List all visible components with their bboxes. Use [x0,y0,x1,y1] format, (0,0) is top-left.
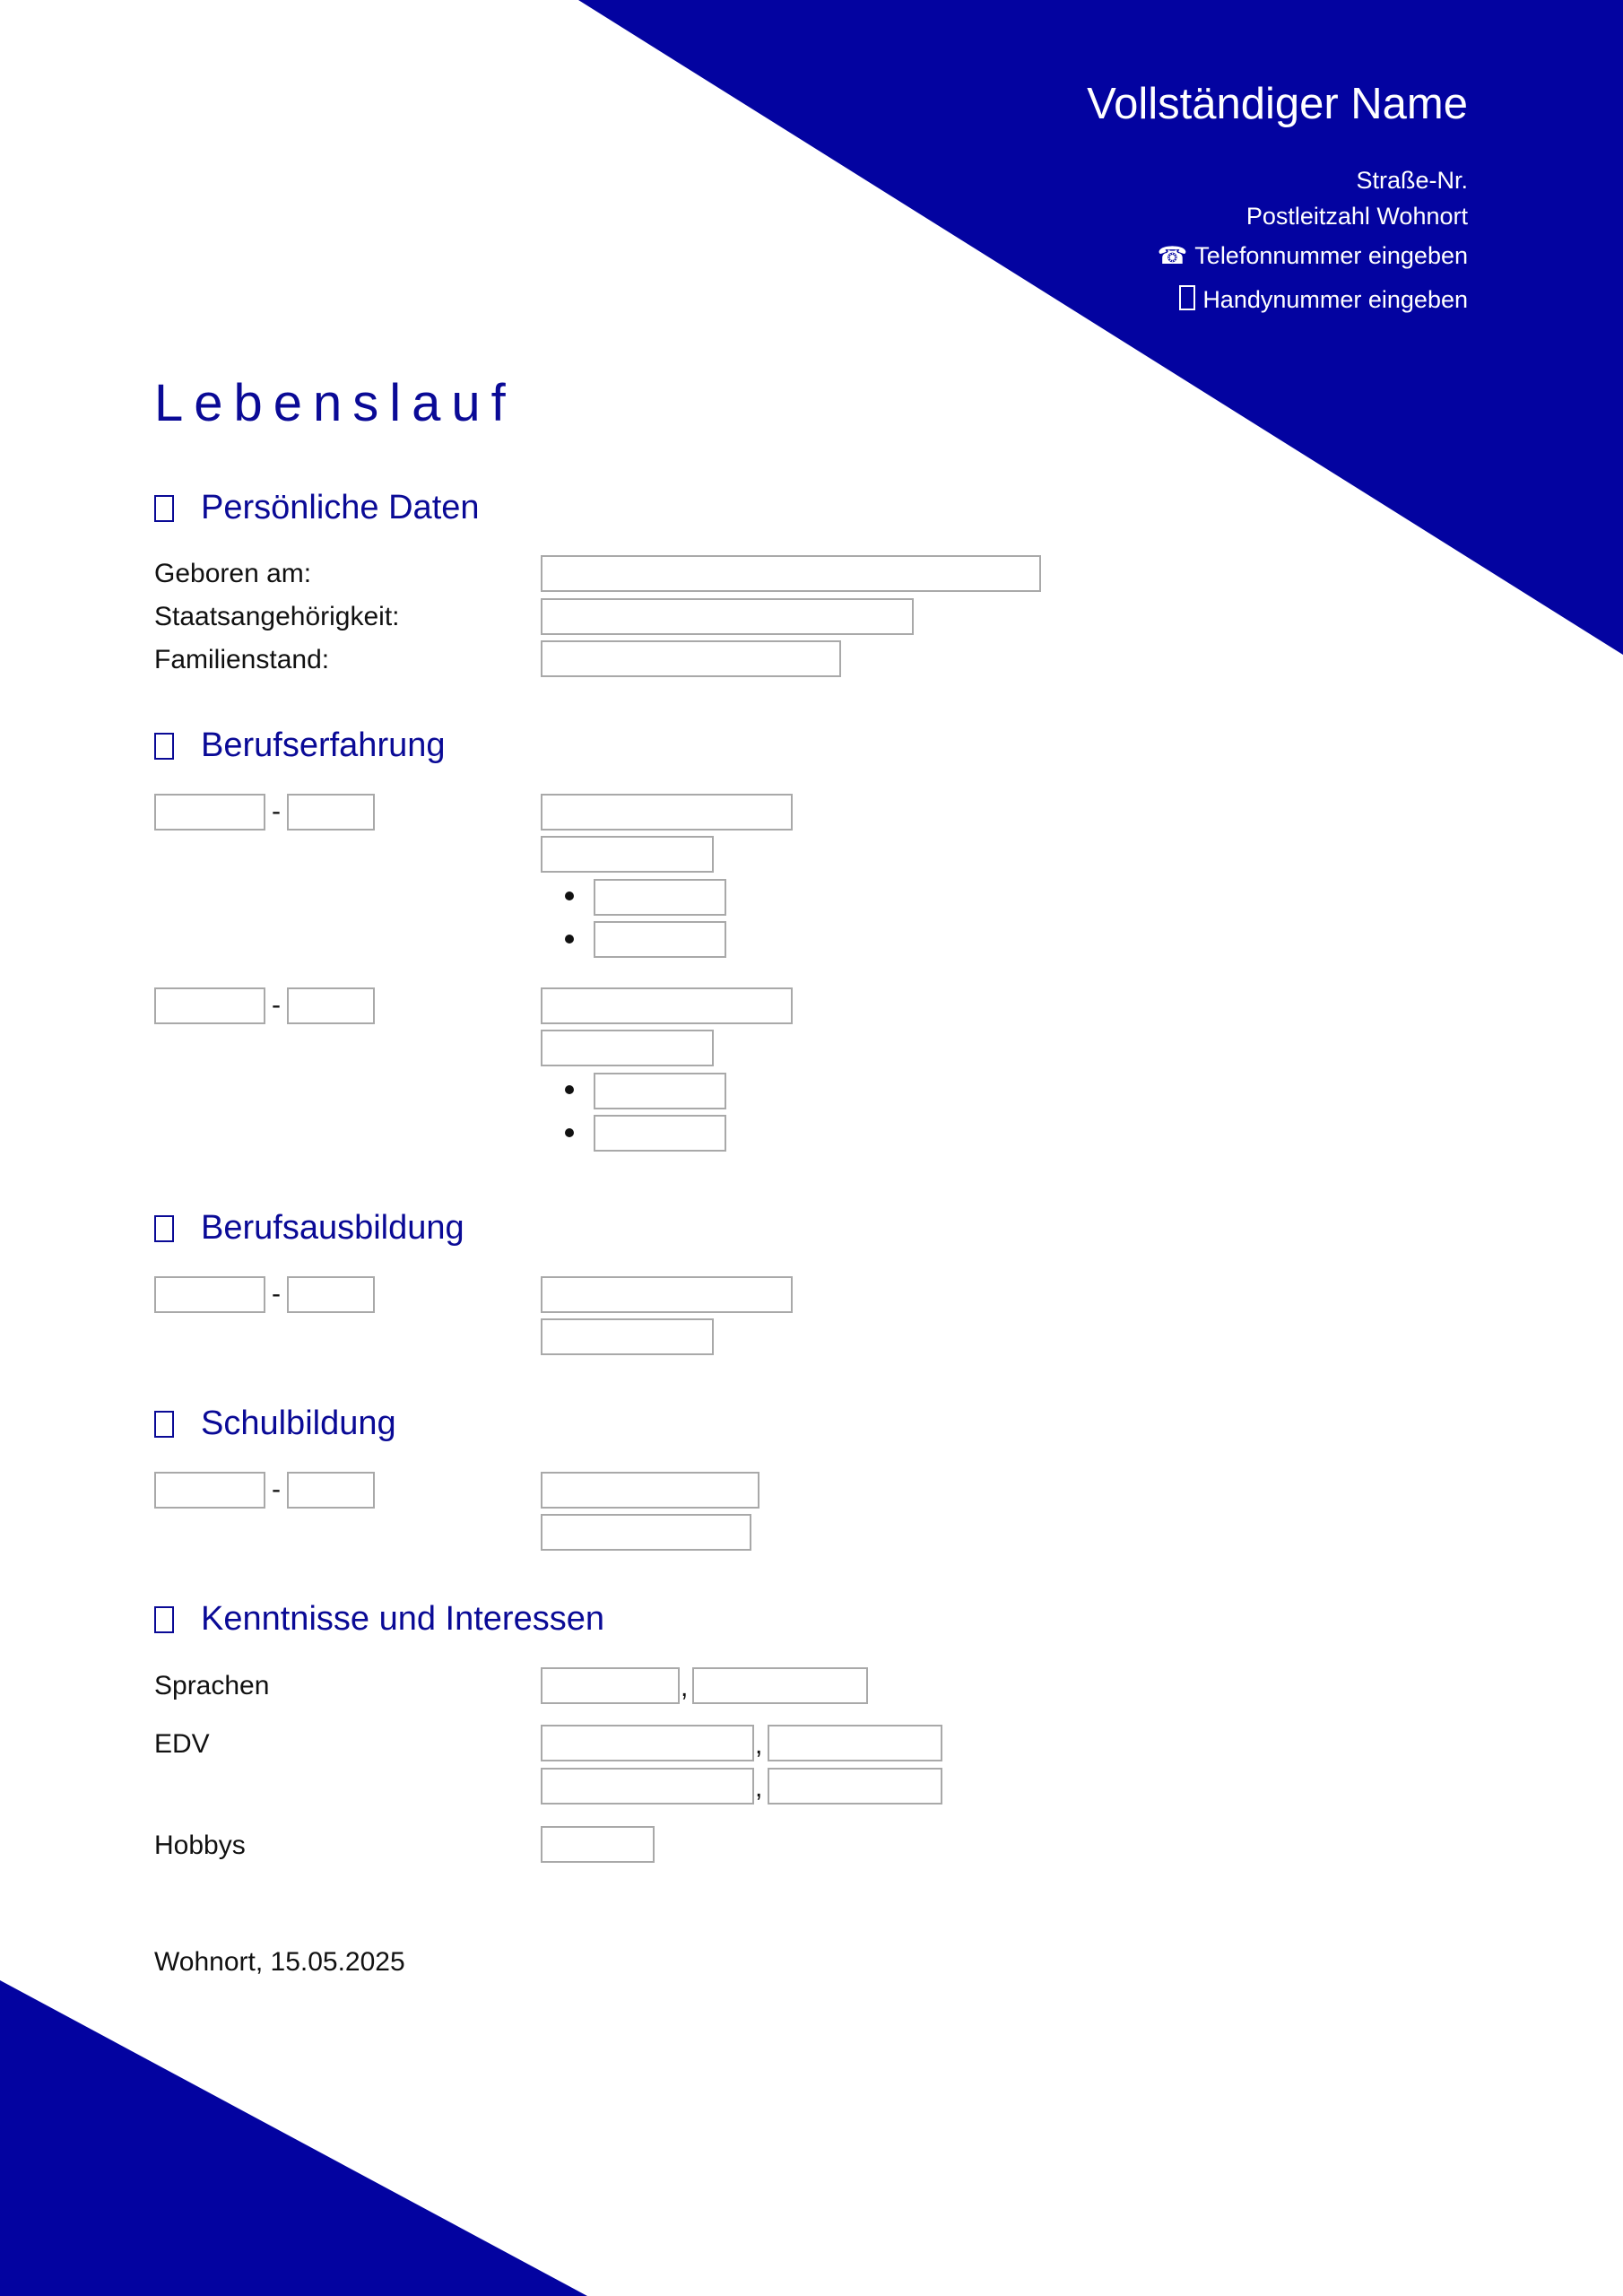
date-separator: - [272,990,281,1020]
school-name-field[interactable] [541,1514,751,1551]
label-marital-status: Familienstand: [154,645,330,674]
experience-1-task-2-field[interactable] [594,921,726,958]
section-heading-experience [154,726,446,765]
label-hobbies: Hobbys [154,1831,246,1860]
nationality-field[interactable] [541,598,914,635]
section-icon [154,1411,174,1438]
bullet [565,891,574,900]
mobile-line [1179,284,1468,315]
experience-2-start-field[interactable] [154,987,265,1024]
date-separator: - [272,1474,281,1504]
date-separator: - [272,1279,281,1309]
bottom-left-triangle [0,1980,587,2296]
it-skill-1-field[interactable] [541,1725,754,1761]
hobbies-field[interactable] [541,1826,655,1863]
place-and-date: Wohnort, 15.05.2025 [154,1947,405,1977]
label-it: EDV [154,1729,210,1759]
section-icon [154,495,174,522]
training-institution-field[interactable] [541,1318,714,1355]
bullet [565,1128,574,1137]
section-heading-school-text: Schulbildung [201,1405,396,1442]
language-1-field[interactable] [541,1667,680,1704]
training-end-field[interactable] [287,1276,375,1313]
phone-text: Telefonnummer eingeben [1194,242,1468,269]
date-separator: - [272,796,281,826]
training-title-field[interactable] [541,1276,793,1313]
section-heading-personal [154,489,480,527]
document-title: Lebenslauf [154,374,516,432]
bullet [565,1085,574,1094]
experience-1-position-field[interactable] [541,794,793,831]
section-heading-experience-text: Berufserfahrung [201,726,446,764]
experience-2-task-2-field[interactable] [594,1115,726,1152]
marital-status-field[interactable] [541,640,841,677]
mobile-text: Handynummer eingeben [1202,286,1468,313]
list-separator: , [755,1773,763,1803]
label-birthdate: Geboren am: [154,559,312,588]
list-separator: , [681,1673,689,1702]
school-end-field[interactable] [287,1472,375,1509]
it-skill-2-field[interactable] [768,1725,942,1761]
section-heading-training-text: Berufsausbildung [201,1209,464,1247]
experience-2-position-field[interactable] [541,987,793,1024]
section-icon [154,1606,174,1633]
street-line: Straße-Nr. [1356,167,1468,194]
experience-2-task-1-field[interactable] [594,1073,726,1109]
training-start-field[interactable] [154,1276,265,1313]
city-line: Postleitzahl Wohnort [1245,203,1468,230]
experience-1-task-1-field[interactable] [594,879,726,916]
list-separator: , [755,1730,763,1760]
label-nationality: Staatsangehörigkeit: [154,602,400,631]
experience-1-end-field[interactable] [287,794,375,831]
language-2-field[interactable] [692,1667,868,1704]
section-icon [154,733,174,760]
section-heading-training [154,1209,464,1248]
experience-2-company-field[interactable] [541,1030,714,1066]
experience-2-end-field[interactable] [287,987,375,1024]
section-heading-personal-text: Persönliche Daten [201,489,480,526]
school-start-field[interactable] [154,1472,265,1509]
experience-1-company-field[interactable] [541,836,714,873]
experience-1-start-field[interactable] [154,794,265,831]
birthdate-field[interactable] [541,555,1041,592]
section-icon [154,1215,174,1242]
it-skill-3-field[interactable] [541,1768,754,1805]
bullet [565,935,574,944]
section-heading-skills [154,1600,604,1639]
section-heading-school [154,1405,396,1443]
mobile-icon [1179,285,1195,310]
it-skill-4-field[interactable] [768,1768,942,1805]
full-name: Vollständiger Name [1087,80,1468,128]
school-degree-field[interactable] [541,1472,759,1509]
phone-line [1158,240,1468,271]
section-heading-skills-text: Kenntnisse und Interessen [201,1600,604,1638]
label-languages: Sprachen [154,1671,270,1700]
phone-icon: ☎ [1157,242,1188,269]
